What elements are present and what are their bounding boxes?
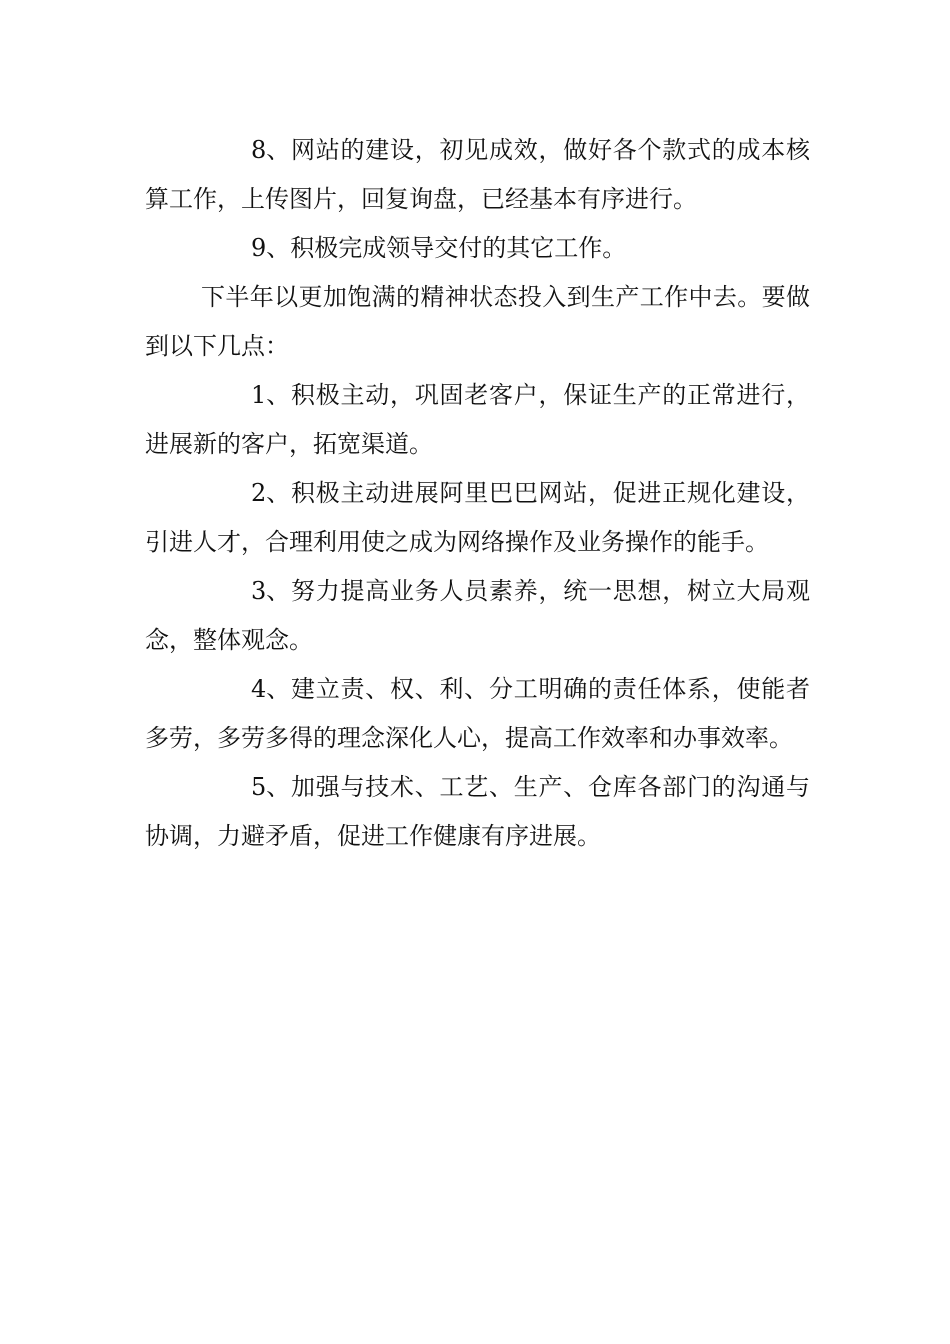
list-item-2: [145, 469, 810, 567]
item-text: 网站的建设，初见成效，做好各个款式的成本核算工作，上传图片，回复询盘，已经基本有序进行。: [145, 136, 810, 213]
list-item-8: [145, 126, 810, 224]
item-text: 积极主动进展阿里巴巴网站，促进正规化建设，引进人才，合理利用使之成为网络操作及业务操作的能手。: [145, 479, 810, 556]
paragraph-text: 下半年以更加饱满的精神状态投入到生产工作中去。要做到以下几点：: [145, 283, 810, 360]
item-number: 4、: [251, 675, 291, 703]
list-item-1: [145, 371, 810, 469]
list-item-9: [145, 224, 810, 273]
item-text: 积极主动，巩固老客户，保证生产的正常进行，进展新的客户，拓宽渠道。: [145, 381, 810, 458]
item-number: 9、: [251, 234, 291, 262]
item-text: 加强与技术、工艺、生产、仓库各部门的沟通与协调，力避矛盾，促进工作健康有序进展。: [145, 773, 810, 850]
document-body: [145, 126, 810, 861]
item-number: 8、: [251, 136, 291, 164]
item-number: 5、: [251, 773, 291, 801]
item-number: 3、: [251, 577, 291, 605]
list-item-4: [145, 665, 810, 763]
item-number: 2、: [251, 479, 291, 507]
item-text: 努力提高业务人员素养，统一思想，树立大局观念，整体观念。: [145, 577, 810, 654]
list-item-3: [145, 567, 810, 665]
item-number: 1、: [251, 381, 291, 409]
plan-intro-paragraph: [145, 273, 810, 371]
item-text: 建立责、权、利、分工明确的责任体系，使能者多劳，多劳多得的理念深化人心，提高工作效率和办事效率。: [145, 675, 810, 752]
list-item-5: [145, 763, 810, 861]
item-text: 积极完成领导交付的其它工作。: [290, 234, 627, 262]
